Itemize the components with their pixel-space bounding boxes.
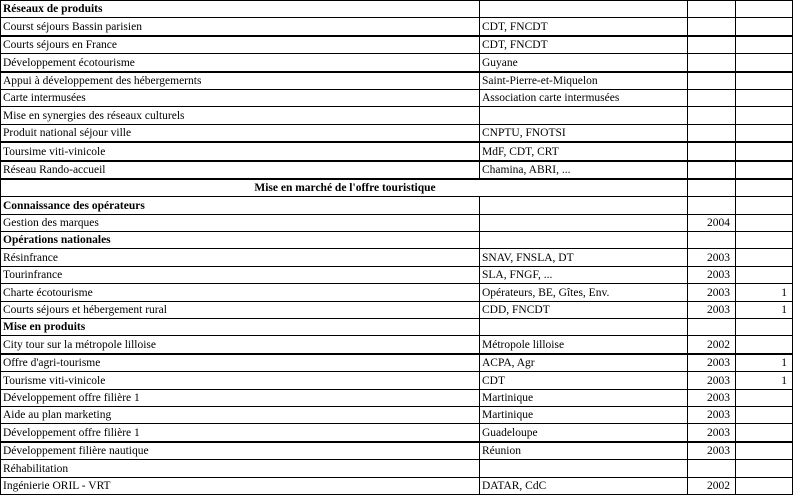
empty-cell[interactable] (480, 197, 688, 214)
action-label-cell[interactable]: Offre d'agri-tourisme (1, 354, 480, 372)
empty-cell[interactable] (480, 1, 688, 18)
action-label-cell[interactable]: Réseau Rando-accueil (1, 161, 480, 179)
count-cell[interactable] (736, 424, 793, 442)
year-cell[interactable] (688, 36, 736, 54)
table-row (1, 249, 793, 266)
partners-cell[interactable]: Guyane (480, 54, 688, 72)
year-cell[interactable]: 2003 (688, 406, 736, 423)
action-label-cell[interactable]: Ingénierie ORIL - VRT (1, 477, 480, 494)
partners-cell[interactable]: Réunion (480, 442, 688, 460)
empty-cell[interactable] (736, 179, 793, 197)
action-label-cell[interactable]: Appui à développement des hébergemernts (1, 72, 480, 90)
count-cell[interactable] (736, 89, 793, 106)
count-cell[interactable] (736, 336, 793, 354)
empty-cell[interactable] (480, 319, 688, 336)
partners-cell[interactable]: CDT, FNCDT (480, 18, 688, 36)
partners-cell[interactable]: Métropole lilloise (480, 336, 688, 354)
count-cell[interactable] (736, 18, 793, 36)
section-header-row (1, 319, 793, 336)
table-row (1, 284, 793, 301)
count-cell[interactable] (736, 460, 793, 477)
count-cell[interactable] (736, 142, 793, 160)
count-cell[interactable]: 1 (736, 354, 793, 372)
year-cell[interactable]: 2002 (688, 477, 736, 494)
table-row (1, 389, 793, 406)
action-label-cell[interactable]: Carte intermusées (1, 89, 480, 106)
partners-cell[interactable] (480, 214, 688, 231)
count-cell[interactable] (736, 214, 793, 231)
year-cell[interactable]: 2003 (688, 442, 736, 460)
count-cell[interactable]: 1 (736, 372, 793, 389)
table-row (1, 336, 793, 354)
section-title-cell[interactable]: Réseaux de produits (1, 1, 480, 18)
banner-row (1, 179, 793, 197)
action-label-cell[interactable]: Charte écotourisme (1, 284, 480, 301)
banner-title-cell[interactable]: Mise en marché de l'offre touristique (1, 179, 688, 197)
action-label-cell[interactable]: Développement offre filière 1 (1, 424, 480, 442)
empty-cell[interactable] (736, 319, 793, 336)
count-cell[interactable] (736, 124, 793, 142)
partners-cell[interactable]: DATAR, CdC (480, 477, 688, 494)
action-label-cell[interactable]: Développement écotourisme (1, 54, 480, 72)
table-row (1, 107, 793, 124)
action-label-cell[interactable]: Développement filière nautique (1, 442, 480, 460)
year-cell[interactable] (688, 18, 736, 36)
empty-cell[interactable] (688, 179, 736, 197)
count-cell[interactable] (736, 406, 793, 423)
table-row (1, 36, 793, 54)
partners-cell[interactable]: SNAV, FNSLA, DT (480, 249, 688, 266)
partners-cell[interactable]: CDT (480, 372, 688, 389)
action-label-cell[interactable]: Développement offre filière 1 (1, 389, 480, 406)
action-label-cell[interactable]: Produit national séjour ville (1, 124, 480, 142)
action-label-cell[interactable]: Courts séjours en France (1, 36, 480, 54)
table-row (1, 354, 793, 372)
action-label-cell[interactable]: Aide au plan marketing (1, 406, 480, 423)
count-cell[interactable]: 1 (736, 301, 793, 318)
partners-cell[interactable]: Chamina, ABRI, ... (480, 161, 688, 179)
year-cell[interactable]: 2003 (688, 372, 736, 389)
year-cell[interactable] (688, 460, 736, 477)
table-row (1, 18, 793, 36)
table-row (1, 54, 793, 72)
partners-cell[interactable]: ACPA, Agr (480, 354, 688, 372)
section-header-row (1, 197, 793, 214)
partners-cell[interactable]: Martinique (480, 406, 688, 423)
count-cell[interactable] (736, 389, 793, 406)
action-label-cell[interactable]: City tour sur la métropole lilloise (1, 336, 480, 354)
action-label-cell[interactable]: Réhabilitation (1, 460, 480, 477)
table-row (1, 124, 793, 142)
year-cell[interactable]: 2003 (688, 354, 736, 372)
partners-cell[interactable]: SLA, FNGF, ... (480, 266, 688, 283)
count-cell[interactable] (736, 161, 793, 179)
year-cell[interactable]: 2003 (688, 266, 736, 283)
table-row (1, 72, 793, 90)
year-cell[interactable] (688, 142, 736, 160)
year-cell[interactable]: 2002 (688, 336, 736, 354)
empty-cell[interactable] (688, 232, 736, 249)
table-row (1, 372, 793, 389)
empty-cell[interactable] (736, 1, 793, 18)
table-row (1, 424, 793, 442)
table-row (1, 214, 793, 231)
year-cell[interactable]: 2003 (688, 424, 736, 442)
count-cell[interactable]: 1 (736, 284, 793, 301)
year-cell[interactable] (688, 54, 736, 72)
partners-cell[interactable]: Association carte intermusées (480, 89, 688, 106)
table-row (1, 301, 793, 318)
year-cell[interactable] (688, 161, 736, 179)
section-title-cell[interactable]: Opérations nationales (1, 232, 480, 249)
empty-cell[interactable] (480, 232, 688, 249)
partners-cell[interactable] (480, 460, 688, 477)
table-row (1, 89, 793, 106)
partners-cell[interactable]: CNPTU, FNOTSI (480, 124, 688, 142)
table-body (1, 1, 793, 495)
action-label-cell[interactable]: Mise en synergies des réseaux culturels (1, 107, 480, 124)
empty-cell[interactable] (688, 1, 736, 18)
table-row (1, 460, 793, 477)
year-cell[interactable] (688, 89, 736, 106)
count-cell[interactable] (736, 36, 793, 54)
partners-cell[interactable]: Martinique (480, 389, 688, 406)
year-cell[interactable] (688, 124, 736, 142)
section-title-cell[interactable]: Connaissance des opérateurs (1, 197, 480, 214)
year-cell[interactable]: 2004 (688, 214, 736, 231)
table-row (1, 442, 793, 460)
action-label-cell[interactable]: Gestion des marques (1, 214, 480, 231)
empty-cell[interactable] (688, 197, 736, 214)
count-cell[interactable] (736, 249, 793, 266)
year-cell[interactable] (688, 72, 736, 90)
partners-cell[interactable]: CDT, FNCDT (480, 36, 688, 54)
table-row (1, 477, 793, 494)
count-cell[interactable] (736, 107, 793, 124)
count-cell[interactable] (736, 72, 793, 90)
section-title-cell[interactable]: Mise en produits (1, 319, 480, 336)
count-cell[interactable] (736, 266, 793, 283)
count-cell[interactable] (736, 54, 793, 72)
section-header-row (1, 232, 793, 249)
partners-cell[interactable]: Saint-Pierre-et-Miquelon (480, 72, 688, 90)
partners-cell[interactable]: MdF, CDT, CRT (480, 142, 688, 160)
table-row (1, 266, 793, 283)
action-label-cell[interactable]: Tourisme viti-vinicole (1, 372, 480, 389)
year-cell[interactable]: 2003 (688, 301, 736, 318)
empty-cell[interactable] (736, 197, 793, 214)
action-label-cell[interactable]: Courst séjours Bassin parisien (1, 18, 480, 36)
table-row (1, 406, 793, 423)
action-label-cell[interactable]: Résinfrance (1, 249, 480, 266)
year-cell[interactable]: 2003 (688, 389, 736, 406)
year-cell[interactable] (688, 107, 736, 124)
section-header-row (1, 1, 793, 18)
action-label-cell[interactable]: Tourinfrance (1, 266, 480, 283)
partners-cell[interactable]: Opérateurs, BE, Gîtes, Env. (480, 284, 688, 301)
year-cell[interactable]: 2003 (688, 284, 736, 301)
table-row (1, 142, 793, 160)
action-label-cell[interactable]: Toursime viti-vinicole (1, 142, 480, 160)
count-cell[interactable] (736, 477, 793, 494)
partners-cell[interactable] (480, 107, 688, 124)
year-cell[interactable]: 2003 (688, 249, 736, 266)
partners-cell[interactable]: Guadeloupe (480, 424, 688, 442)
count-cell[interactable] (736, 442, 793, 460)
action-label-cell[interactable]: Courts séjours et hébergement rural (1, 301, 480, 318)
empty-cell[interactable] (736, 232, 793, 249)
empty-cell[interactable] (688, 319, 736, 336)
table-row (1, 161, 793, 179)
partners-cell[interactable]: CDD, FNCDT (480, 301, 688, 318)
